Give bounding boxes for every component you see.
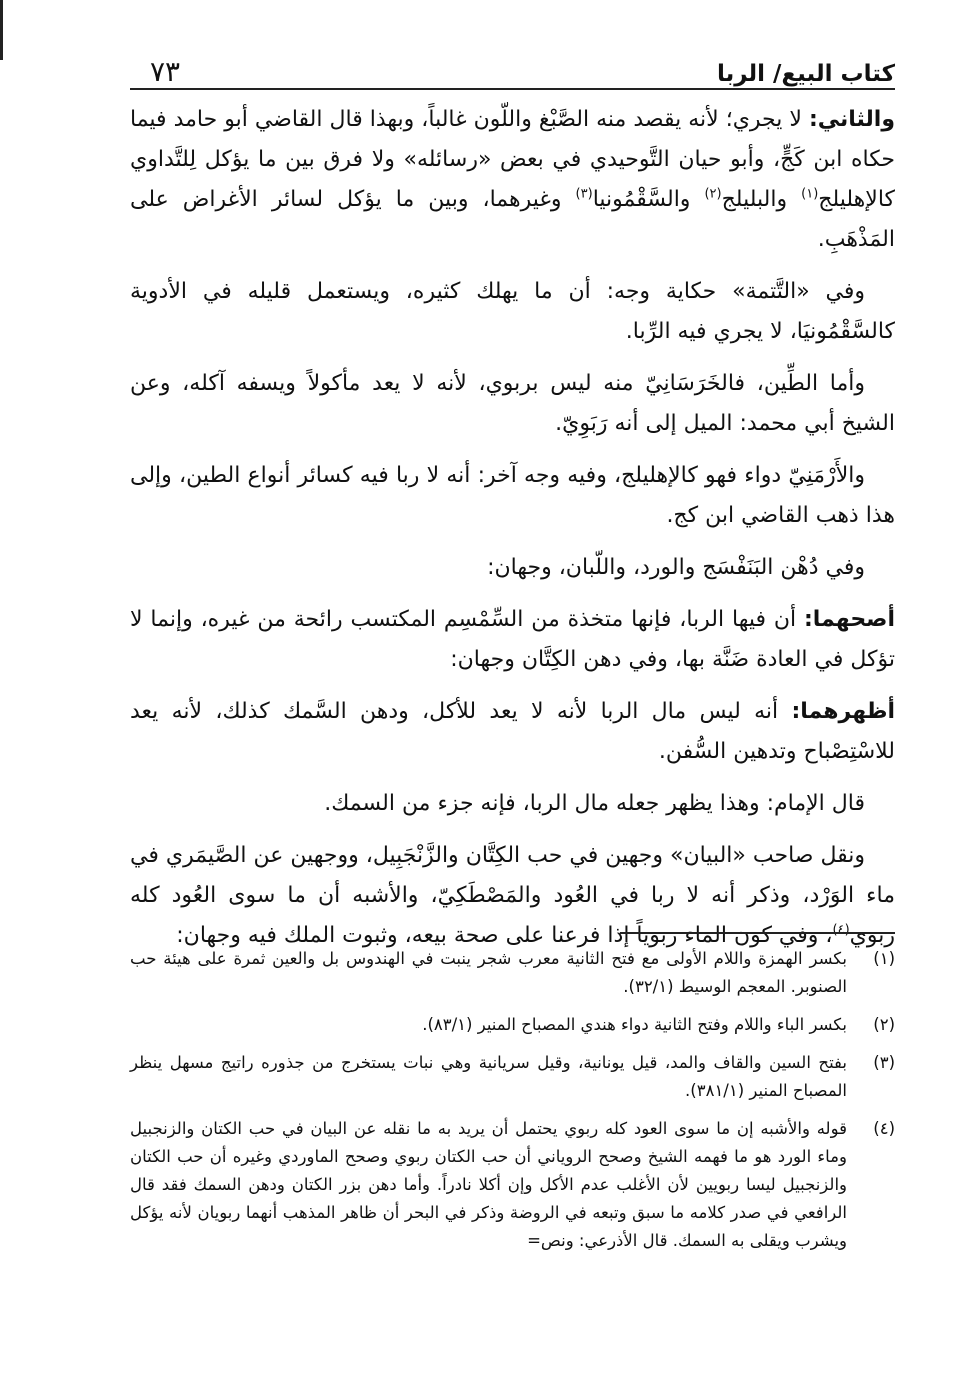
footnote-text: بفتح السين والقاف والمد، قيل يونانية، وقيل سريانية وهي نبات يستخرج من جذوره راتيج مسهل ينظر المصباح المنير (٣٨١/١). bbox=[130, 1053, 847, 1100]
footnote-4 bbox=[130, 1115, 895, 1255]
footnote-3 bbox=[130, 1049, 895, 1105]
page-number: ٧٣ bbox=[150, 55, 181, 88]
paragraph-text: لا يجري؛ لأنه يقصد منه الصَّبْغ واللّون غالباً، وبهذا قال القاضي أبو حامد فيما حكاه ابن كَجٍّ، وأبو حيان التَّوحيدي في بعض «رسائله» ولا فرق بين ما يؤكل لِلتَّداوي كالإهليلج bbox=[130, 107, 895, 212]
paragraph-lead: أصحهما: bbox=[804, 607, 895, 632]
page-header bbox=[130, 40, 895, 86]
page-edge-mark bbox=[0, 0, 3, 60]
footnotes bbox=[130, 945, 895, 1265]
paragraph-8: قال الإمام: وهذا يظهر جعله مال الربا، فإنه جزء من السمك. bbox=[324, 791, 865, 816]
footnote-rule bbox=[620, 932, 895, 934]
header-rule bbox=[130, 88, 895, 90]
paragraph-9 bbox=[130, 836, 895, 956]
paragraph-7 bbox=[130, 692, 895, 772]
footnote-number: (١) bbox=[873, 949, 895, 968]
paragraph-2: وفي «التَّتمة» حكاية وجه: أن ما يهلك كثيره، ويستعمل قليله في الأدوية كالسَّقْمُونيَا، لا يجري فيه الرِّبا. bbox=[130, 279, 895, 344]
paragraph-text: والسَّقْمُونيا bbox=[592, 187, 705, 212]
footnote-marker-3[interactable]: (٣) bbox=[575, 186, 593, 202]
paragraph-text: ونقل صاحب «البيان» وجهين في حب الكِتَّان والزَّنْجَبِيل، ووجهين عن الصَّيمَري في ماء الوَرْد، وذكر أنه لا ربا في العُود والمَصْطَكِيّ، والأشبه أن ما سوى العُود كله ربوي bbox=[130, 843, 895, 948]
paragraph-text: أنه ليس مال الربا لأنه لا يعد للأكل، ودهن السَّمك كذلك، لأنه يعد للاسْتِصْباح وتدهين السُّفن. bbox=[130, 699, 895, 764]
paragraph-lead: والثاني: bbox=[808, 107, 895, 132]
paragraph-6 bbox=[130, 600, 895, 680]
footnote-text: بكسر الهمزة واللام الأولى مع فتح الثانية معرب شجر ينبت في الهندوس بل والعين ثمرة على هيئة حب الصنوبر. المعجم الوسيط (٣٢/١). bbox=[130, 949, 847, 996]
footnote-text: بكسر الباء واللام وفتح الثانية دواء هندي المصباح المنير (٨٣/١). bbox=[422, 1015, 847, 1034]
paragraph-text: أن فيها الربا، فإنها متخذة من السِّمْسِم المكتسب رائحة من غيره، وإنما لا تؤكل في العادة ضَنَّة بها، وفي دهن الكِتَّان وجهان: bbox=[130, 607, 895, 672]
footnote-number: (٤) bbox=[873, 1119, 895, 1138]
paragraph-text: وغيرهما، وبين ما يؤكل لسائر الأغراض على المَذْهَبِ. bbox=[130, 187, 895, 252]
paragraph-4: والأَرْمَنِيّ دواء فهو كالإهليلج، وفيه وجه آخر: أنه لا ربا فيه كسائر أنواع الطين، وإلى هذا ذهب القاضي ابن كج. bbox=[130, 463, 895, 528]
footnote-marker-4[interactable]: (٤) bbox=[832, 922, 850, 938]
paragraph-text: ، وفي كون الماء ربوياً إذا فرعنا على صحة بيعه، وثبوت الملك فيه وجهان: bbox=[176, 923, 833, 948]
paragraph-1 bbox=[130, 100, 895, 260]
footnote-number: (٢) bbox=[873, 1015, 895, 1034]
footnote-text: قوله والأشبه إن ما سوى العود كله ربوي يحتمل أن يريد به ما نقله عن البيان في حب الكتان والزنجبيل وماء الورد هو ما فهمه الشيخ وصحح الروياني أن حب الكتان ربوي وصحح الماوردي وغيره أن حب الكتان والزنجبيل ليسا ربويين لأن الأغلب عدم الأكل وإن أكلا نادراً. وأما دهن بزر الكتان ودهن السمك فقد قال الرافعي في صدر كلامه ما سبق وتبعه في الروضة وذكر في البحر أن ظاهر المذهب أنهما ربويان لأنه يؤكل ويشرب ويقلى به السمك. قال الأذرعي: ونص= bbox=[130, 1119, 847, 1250]
paragraph-3: وأما الطِّين، فالخَرَسَانِيّ منه ليس بربوي، لأنه لا يعد مأكولاً ويسفه آكله، وعن الشيخ أبي محمد: الميل إلى أنه رَبَوِيّ. bbox=[130, 371, 895, 436]
footnote-2 bbox=[130, 1011, 895, 1039]
paragraph-text: والبليلج bbox=[721, 187, 802, 212]
footnote-number: (٣) bbox=[873, 1053, 895, 1072]
main-text bbox=[130, 100, 895, 968]
footnote-marker-1[interactable]: (١) bbox=[801, 186, 819, 202]
paragraph-5: وفي دُهْن البَنَفْسَج والورد، واللّبان، وجهان: bbox=[487, 555, 865, 580]
paragraph-lead: أظهرهما: bbox=[791, 699, 895, 724]
footnote-1 bbox=[130, 945, 895, 1001]
footnote-marker-2[interactable]: (٢) bbox=[704, 186, 722, 202]
running-title: كتاب البيع/ الربا bbox=[716, 61, 895, 87]
